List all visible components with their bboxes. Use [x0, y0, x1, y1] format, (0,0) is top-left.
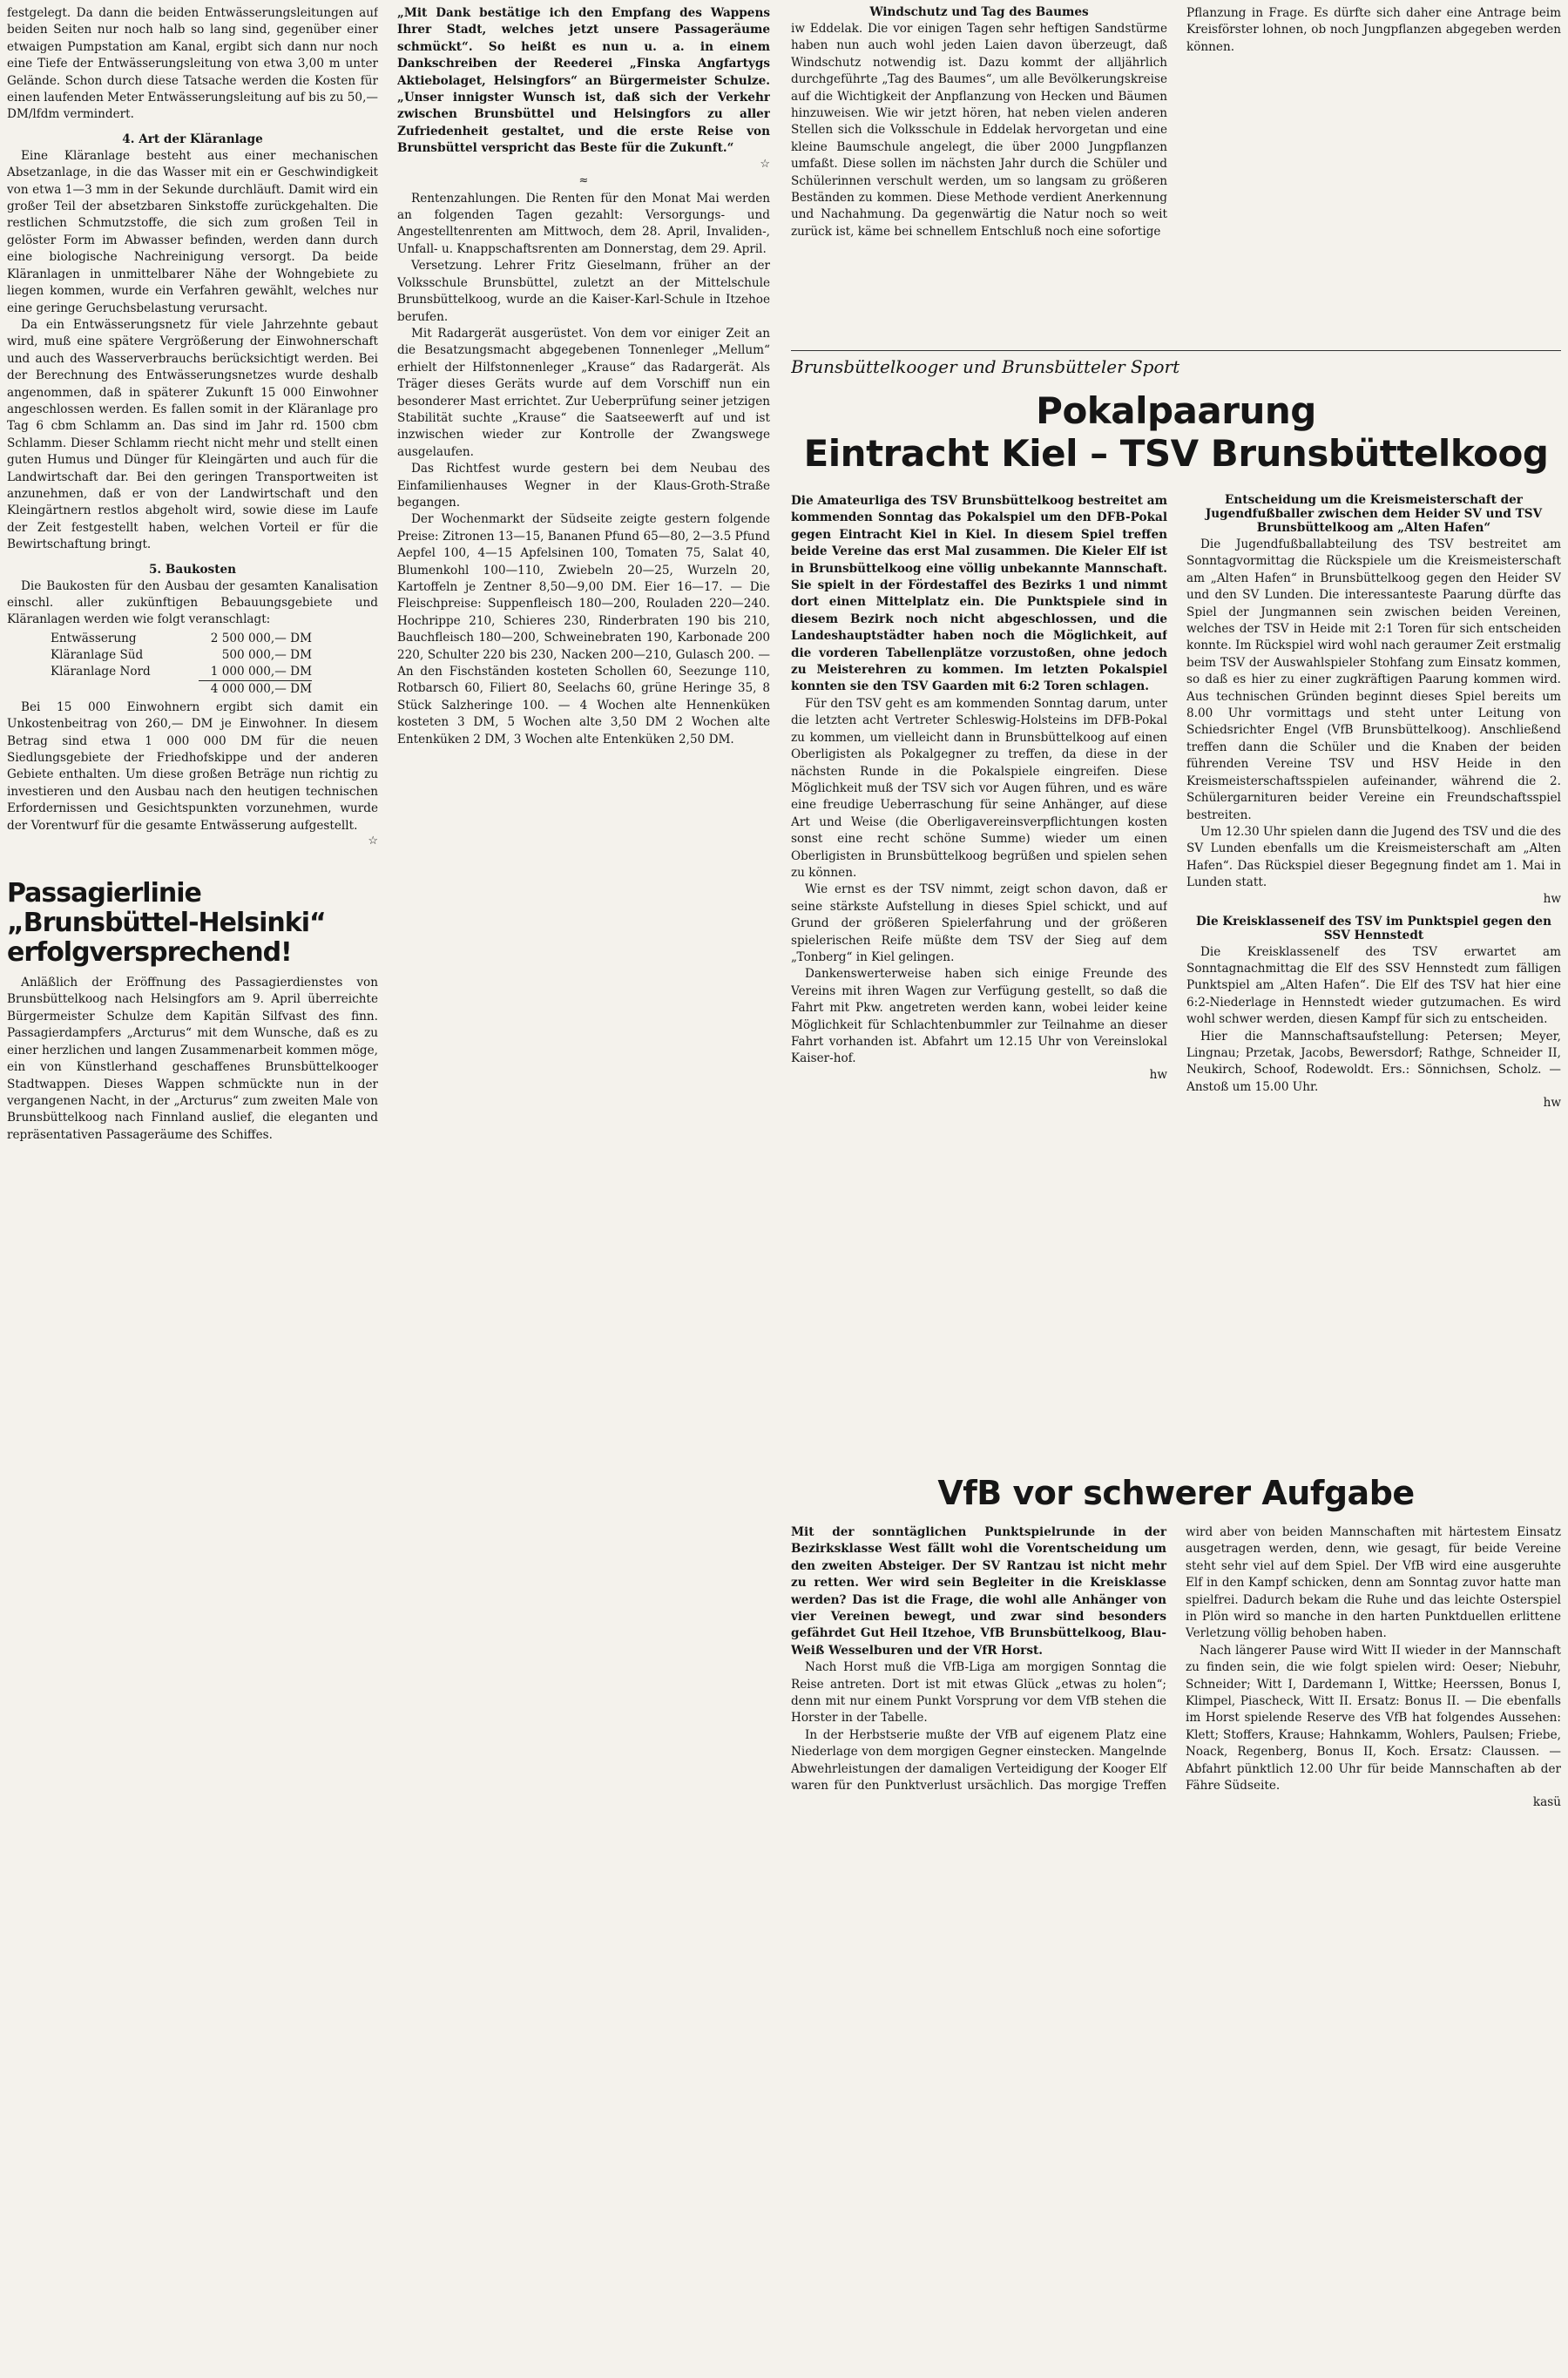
star-ornament: ☆ — [368, 834, 378, 848]
cost-row: Entwässerung 2 500 000,— DM — [51, 631, 312, 645]
pokal-headline-line-1: Pokalpaarung — [1036, 390, 1316, 432]
youth-paragraph-1: Die Jugendfußballabteilung des TSV bestreitet am Sonntagvormittag die Rückspiele um die Kreismeisterschaft am „Alten Hafen“ in Brunsbüttelkoog gegen den Heider SV und den SV Lunden. Die interessanteste Paarung dürfte das Spiel der Jungmannen sein zwischen beiden Vereinen, welches der TSV in Heide mit 2:1 Toren für sich entscheiden konnte. Im Rückspiel wird wohl nach geraumer Zeit erstmalig beim TSV der Auswahlspieler Stohfang zum Einsatz kommen, so daß es hier zu einer zugkräftigen Paarung kommen wird. Aus technischen Gründen beginnt dieses Spiel bereits um 8.00 Uhr vormittags und steht unter Leitung von Schiedsrichter Engel (VfB Brunsbüttelkoog). Anschließend treffen dann die Schüler und die Knaben der beiden führenden Vereine TSV und HSV Heide in den Kreismeisterschaftsspielen aufeinander, während die 2. Schülergarnituren beider Vereine ein Freundschaftsspiel bestreiten. — [1186, 537, 1561, 822]
vfb-paragraph-4: Nach längerer Pause wird Witt II wieder in der Mannschaft zu finden sein, die wie folgt spielen wird: Oeser; Niebuhr, Schneider; Witt I, Dardemann I, Wittke; Heerssen, Bonus I, Klimpel, Piascheck, Witt II. Ersatz: Bonus II. — Die ebenfalls im Horst spielende Reserve des VfB hat folgendes Aussehen: Klett; Stoffers, Krause; Hahnkamm, Wohlers, Paulsen; Friebe, Noack, Regenberg, Bonus II, Koch. Ersatz: Claussen. — Abfahrt pünktlich 12.00 Uhr für beide Mannschaften ab der Fähre Südseite. — [1186, 1643, 1561, 1794]
topping-out-notice: Das Richtfest wurde gestern bei dem Neubau des Einfamilienhauses Wegner in der Klaus-Groth-Straße begangen. — [397, 462, 770, 510]
district-paragraph-2: Hier die Mannschaftsaufstellung: Petersen; Meyer, Lingnau; Przetak, Jacobs, Bewersdorf; Rathge, Schneider II, Neukirch, Schoof, Rodewoldt. Ers.: Sönnichsen, Scholz. — Anstoß um 15.00 Uhr. — [1186, 1029, 1561, 1094]
costs-paragraph-1: Die Baukosten für den Ausbau der gesamten Kanalisation einschl. aller zukünftigen Bebauungsgebiete und Kläranlagen werden wie folgt veranschlagt: — [7, 578, 378, 627]
ferry-headline: Passagierlinie „Brunsbüttel-Helsinki“ erfolgversprechend! — [7, 878, 326, 969]
district-headline: Die Kreisklasseneif des TSV im Punktspiel gegen den SSV Hennstedt — [1196, 914, 1551, 942]
vfb-paragraph-3: In der Herbstserie mußte der VfB auf eigenem Platz eine Niederlage von dem morgigen Gegner einstecken. Mangelnde Abwehrleistungen der damaligen Verteidigung der Kooger Elf waren für den Punktverlust ursächlich. Das morgige Treffen wird aber von beiden Mannschaften mit härtestem Einsatz ausgetragen werden, denn, wie gesagt, für beide Vereine steht sehr viel auf dem Spiel. Der VfB wird eine ausgeruhte Elf in den Kampf schicken, denn am Sonntag zuvor hatte man spielfrei. Dadurch bekam die Ruhe und das leichte Osterspiel in Plön wird so manche in den harten Punktduellen erlittene Verletzung völlig behoben haben. — [791, 1525, 1561, 1794]
pokal-paragraph-2: Für den TSV geht es am kommenden Sonntag darum, unter die letzten acht Vertreter Schleswig-Holsteins im DFB-Pokal zu kommen, um vielleicht dann in Brunsbüttelkoog auf einen Oberligisten als Pokalgegner zu treffen, da diese in der nächsten Runde in die Pokalspiele eingreifen. Diese Möglichkeit muß der TSV sich vor Augen führen, und es wäre eine freudige Ueberraschung für seine Anhänger, auf diese Art und Weise (die Oberligavereinsverpflichtungen kosten sonst eine recht schöne Summe) wieder um einen Oberligisten in Brunsbüttelkoog begrüßen und spielen sehen zu können. — [791, 696, 1167, 880]
vfb-signature: kasü — [1532, 1794, 1561, 1809]
cost-row: Kläranlage Nord 1 000 000,— DM — [51, 664, 312, 679]
drainage-intro: festgelegt. Da dann die beiden Entwässerungsleitungen auf beiden Seiten nur noch halb so lang sind, gegenüber einer etwaigen Pumpstation am Kanal, ergibt sich dann nur noch eine Tiefe der Entwässerungsleitung von etwa 3,00 m unter Gelände. Schon durch diese Tatsache werden die Kosten für einen laufenden Meter Entwässerungsleitung auf bis zu 50,— DM/lfdm vermindert. — [7, 6, 378, 122]
cost-row: Kläranlage Süd 500 000,— DM — [51, 647, 312, 662]
pokal-headline-line-2: Eintracht Kiel – TSV Brunsbüttelkoog — [803, 432, 1549, 475]
vfb-paragraph-2: Nach Horst muß die VfB-Liga am morgigen Sonntag die Reise antreten. Dort ist mit etwas Glück „etwas zu holen“; denn mit nur einem Punkt Vorsprung vor dem VfB stehen die Horster in der Tabelle. — [791, 1660, 1166, 1726]
youth-headline: Entscheidung um die Kreismeisterschaft der Jugendfußballer zwischen dem Heider SV und TSV Brunsbüttelkoog am „Alten Hafen“ — [1205, 493, 1543, 535]
vfb-headline: VfB vor schwerer Aufgabe — [937, 1474, 1415, 1512]
youth-paragraph-2: Um 12.30 Uhr spielen dann die Jugend des TSV und die des SV Lunden ebenfalls um die Kreismeisterschaft am „Alten Hafen“. Das Rückspiel dieser Begegnung findet am 1. Mai in Lunden statt. — [1186, 824, 1561, 890]
cost-total: 4 000 000,— DM — [199, 680, 312, 698]
column-2 — [397, 5, 770, 876]
treatment-plant-paragraph-2: Da ein Entwässerungsnetz für viele Jahrzehnte gebaut wird, muß eine spätere Vergrößerung der Einwohnerschaft und auch des Wasserverbrauchs berücksichtigt werden. Bei der Berechnung des Entwässerungsnetzes wurde deshalb angenommen, daß in späterer Zukunft 15 000 Einwohner angeschlossen werden. Es fallen somit in der Kläranlage pro Tag 6 cbm Schlamm an. Das sind im Jahr rd. 1500 cbm Schlamm. Dieser Schlamm riecht nicht mehr und stellt einen guten Humus und Dünger für Kleingärten und auch für die Landwirtschaft dar. Bei den geringen Transportweiten ist anzunehmen, daß er von der Landwirtschaft und den Kleingärtnern restlos abgeholt wird, sowie diese im Laufe der Zeit festgestellt haben, welchen Vorteil er für die Bewirtschaftung bringt. — [7, 317, 378, 552]
sport-band — [791, 350, 1561, 382]
youth-signature: hw — [1543, 891, 1561, 906]
section-heading-4: 4. Art der Kläranlage — [122, 132, 263, 146]
windbreak-continuation: Pflanzung in Frage. Es dürfte sich daher eine Antrage beim Kreisförster lohnen, ob noch Jungpflanzen abgegeben werden können. — [1186, 6, 1561, 54]
market-prices-notice: Der Wochenmarkt der Südseite zeigte gestern folgende Preise: Zitronen 13—15, Bananen Pfund 65—80, 2—3.5 Pfund Aepfel 100, 4—15 Apfelsinen 100, Tomaten 75, Salat 40, Blumenkohl 100—110, Zwiebeln 20—25, Wurzeln 20, Kartoffeln je Zentner 8,50—9,00 DM. Eier 16—17. — Die Fleischpreise: Suppenfleisch 180—200, Rouladen 220—240. Hochrippe 210, Schieres 230, Rinderbraten 190 bis 210, Bauchfleisch 180—200, Schweinebraten 190, Karbonade 200 220, Schulter 220 bis 230, Nacken 200—210, Gulasch 200. — An den Fischständen kosteten Schollen 60, Seezunge 110, Rotbarsch 60, Filiert 80, Seelachs 60, grüne Heringe 35, 8 Stück Salzheringe 100. — 4 Wochen alte Hennenküken kosteten 3 DM, 5 Wochen alte 3,50 DM 2 Wochen alte Entenküken 2 DM, 3 Wochen alte Entenküken 2,50 DM. — [397, 512, 770, 747]
section-divider: ≈ — [578, 173, 589, 187]
vfb-headline-block — [791, 1472, 1561, 1517]
costs-paragraph-2: Bei 15 000 Einwohnern ergibt sich damit ein Unkostenbeitrag von 260,— DM je Einwohner. In diesem Betrag sind etwa 1 000 000 DM für die neuen Siedlungsgebiete der Friedhofskippe und der anderen Gebiete enthalten. Um diese großen Beträge nun richtig zu investieren und den Ausbau nach den heutigen technischen Erfordernissen und Gesichtspunkten vorzunehmen, wurde der Vorentwurf für die gesamte Entwässerung aufgestellt. — [7, 699, 378, 833]
district-signature: hw — [1543, 1096, 1561, 1111]
pokal-article — [791, 493, 1167, 1460]
pokal-lead: Die Amateurliga des TSV Brunsbüttelkoog bestreitet am kommenden Sonntag das Pokalspiel um den DFB-Pokal gegen Eintracht Kiel in Kiel. In diesem Spiel treffen beide Vereine das erst Mal zusammen. Die Kieler Elf ist in Brunsbüttelkoog eine völlig unbekannte Mannschaft. Sie spielt in der Fördestaffel des Bezirks 1 und nimmt dort einen Mittelplatz ein. Die Punktspiele sind in diesem Bezirk noch nicht abgeschlossen, und die Landeshauptstädter haben noch die Möglichkeit, auf die vorderen Tabellenplätze vorzustoßen, ohne jedoch zu Meisterehren zu kommen. Im letzten Pokalspiel konnten sie den TSV Gaarden mit 6:2 Toren schlagen. — [791, 494, 1167, 694]
pension-notice: Rentenzahlungen. Die Renten für den Monat Mai werden an folgenden Tagen gezahlt: Versorgungs- und Angestelltenrenten am Mittwoch, dem 28. April, Invaliden-, Unfall- u. Knappschaftsrenten am Donnerstag, dem 29. April. — [397, 191, 770, 256]
pokal-signature: hw — [1149, 1067, 1167, 1082]
sport-band-title: Brunsbüttelkooger und Brunsbütteler Sport — [791, 356, 1180, 377]
thanks-letter-paragraph: „Mit Dank bestätige ich den Empfang des Wappens Ihrer Stadt, welches jetzt unsere Passageräume schmückt“. So heißt es nun u. a. in einem Dankschreiben der Reederei „Finska Angfartygs Aktiebolaget, Helsingfors“ an Bürgermeister Schulze. „Unser innigster Wunsch ist, daß sich der Verkehr zwischen Brunsbüttel und Helsingfors zu aller Zufriedenheit gestaltet, und die erste Reise von Brunsbüttel verspricht das Beste für die Zukunft.“ — [397, 6, 770, 156]
ferry-paragraph: Anläßlich der Eröffnung des Passagierdienstes von Brunsbüttelkoog nach Helsingfors am 9. April überreichte Bürgermeister Schulze dem Kapitän Silfvast des finn. Passagierdampfers „Arcturus“ mit dem Wunsche, daß es zu einer herzlichen und langen Zusammenarbeit kommen möge, ein von Künstlerhand geschaffenes Brunsbüttelkooger Stadtwappen. Dieses Wappen schmückte nun in der vergangenen Nacht, in der „Arcturus“ zum zweiten Male von Brunsbüttelkoog nach Finnland auslief, die eleganten und repräsentativen Passageräume des Schiffes. — [7, 976, 378, 1142]
star-ornament: ☆ — [760, 157, 770, 171]
column-4 — [1186, 5, 1561, 101]
vfb-article — [791, 1524, 1561, 2291]
column-1 — [7, 5, 378, 1408]
windbreak-paragraph: iw Eddelak. Die vor einigen Tagen sehr heftigen Sandstürme haben nun auch wohl jeden Laien davon überzeugt, daß Windschutz notwendig ist. Dazu kommt der alljährlich durchgeführte „Tag des Baumes“, um alle Bevölkerungskreise auf die Wichtigkeit der Anpflanzung von Hecken und Bäumen hinzuweisen. Wie wir jetzt hören, hat neben vielen anderen Stellen sich die Volksschule in Eddelak hervorgetan und eine kleine Baumschule angelegt, die über 2000 Jungpflanzen umfaßt. Diese sollen im nächsten Jahr durch die Schüler und Schülerinnen verschult werden, um so langsam zu größeren Beständen zu kommen. Diese Methode verdient Anerkennung und Nachahmung. Da gegenwärtig die Natur noch so weit zurück ist, käme bei schnellem Entschluß noch eine sofortige — [791, 22, 1167, 239]
district-paragraph-1: Die Kreisklassenelf des TSV erwartet am Sonntagnachmittag die Elf des SSV Hennstedt zum fälligen Punktspiel am „Alten Hafen“. Die Elf des TSV hat hier eine 6:2-Niederlage in Hennstedt wieder gutzumachen. Es wird wohl schwer werden, diesen Kampf für sich zu entscheiden. — [1186, 944, 1561, 1027]
youth-article — [1186, 493, 1561, 1460]
pokal-headline — [791, 390, 1561, 486]
windbreak-headline: Windschutz und Tag des Baumes — [869, 5, 1089, 19]
column-3 — [791, 5, 1167, 336]
cost-table — [51, 631, 378, 698]
transfer-notice: Versetzung. Lehrer Fritz Gieselmann, früher an der Volksschule Brunsbüttel, zuletzt an der Mittelschule Brunsbüttelkoog, wurde an die Kaiser-Karl-Schule in Itzehoe berufen. — [397, 259, 770, 324]
sport-band-rule — [791, 350, 1561, 351]
vfb-lead: Mit der sonntäglichen Punktspielrunde in der Bezirksklasse West fällt wohl die Vorentscheidung um den zweiten Absteiger. Der SV Rantzau ist nicht mehr zu retten. Wer wird sein Begleiter in die Kreisklasse werden? Das ist die Frage, die wohl alle Anhänger von vier Vereinen bewegt, und zwar sind besonders gefährdet Gut Heil Itzehoe, VfB Brunsbüttelkoog, Blau-Weiß Wesselburen und der VfR Horst. — [791, 1525, 1166, 1658]
treatment-plant-paragraph-1: Eine Kläranlage besteht aus einer mechanischen Absetzanlage, in die das Wasser mit ein er Geschwindigkeit von etwa 1—3 mm in der Sekunde durchläuft. Damit wird ein großer Teil der absetzbaren Sinkstoffe zurückgehalten. Die restlichen Schmutzstoffe, die sich zum großen Teil in gelöster Form im Abwasser befinden, werden dann durch eine biologische Nachreinigung versorgt. Da beide Kläranlagen in unmittelbarer Nähe der Wohngebiete zu liegen kommen, wurde ein Verfahren gewählt, welches nur eine geringe Geruchsbelastung verursacht. — [7, 148, 378, 315]
pokal-paragraph-3: Wie ernst es der TSV nimmt, zeigt schon davon, daß er seine stärkste Aufstellung in dieses Spiel schickt, und auf Grund der größeren Spielerfahrung und der größeren spielerischen Reife müßte dem TSV der Sieg auf dem „Tonberg“ in Kiel gelingen. — [791, 882, 1167, 964]
radar-notice: Mit Radargerät ausgerüstet. Von dem vor einiger Zeit an die Besatzungsmacht abgegebenen Tonnenleger „Mellum“ erhielt der Hilfstonnenleger „Krause“ das Radargerät. Als Träger dieses Geräts wurde auf dem Vorschiff nun ein besonderer Mast errichtet. Zur Ueberprüfung seiner jetzigen Stabilität suchte „Krause“ die Saatseewerft auf und ist inzwischen wieder zur Kontrolle der Zwangswege ausgelaufen. — [397, 326, 770, 459]
section-heading-5: 5. Baukosten — [148, 562, 237, 577]
pokal-paragraph-4: Dankenswerterweise haben sich einige Freunde des Vereins mit ihren Wagen zur Verfügung gestellt, so daß die Fahrt mit Pkw. angetreten werden kann, wobei leider keine Möglichkeit für Schlachtenbummler zur Teilnahme an dieser Fahrt vorhanden ist. Abfahrt um 12.15 Uhr von Vereinslokal Kaiser-hof. — [791, 967, 1167, 1066]
